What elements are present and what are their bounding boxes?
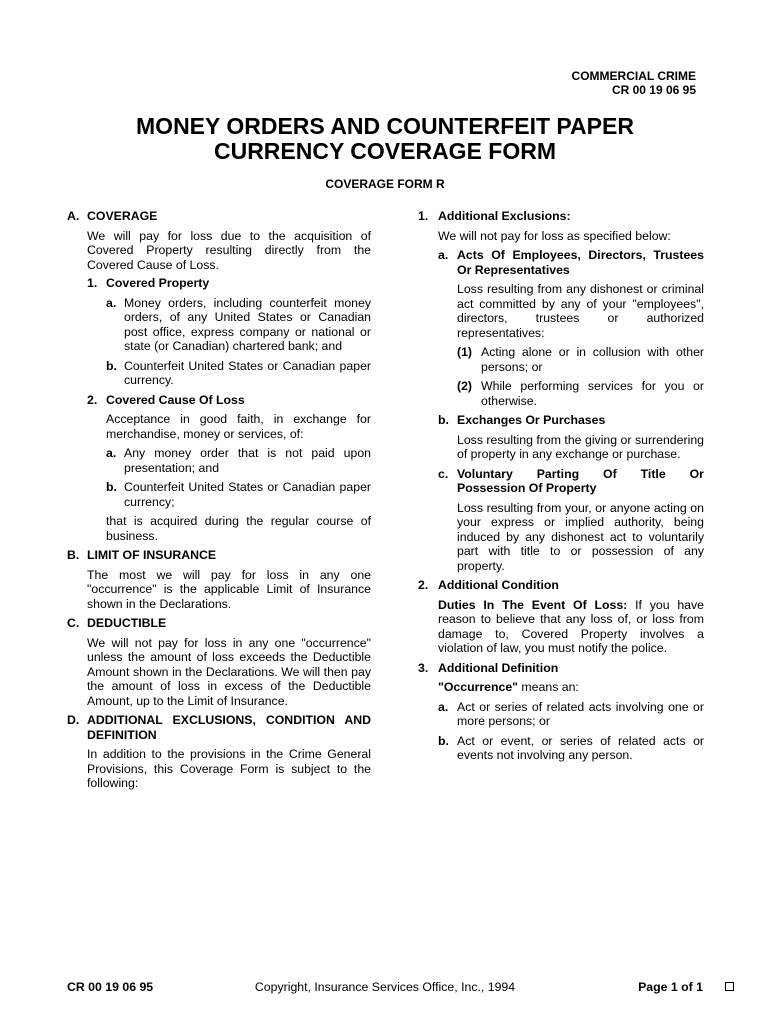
exclusion-b-text: Loss resulting from the giving or surrendering of property in any exchange or purchase. [457, 432, 704, 461]
item-title: Covered Property [106, 276, 210, 290]
section-label: C. [67, 616, 80, 630]
section-a-heading [67, 209, 371, 224]
right-column [418, 209, 704, 763]
item-label: b. [106, 480, 117, 494]
title-line-1: MONEY ORDERS AND COUNTERFEIT PAPER [136, 113, 634, 139]
item-2-tail: that is acquired during the regular course of business. [106, 514, 371, 543]
item-text: While performing services for you or otherwise. [481, 379, 704, 408]
item-text: Money orders, including counterfeit money orders, of any United States or Canadian post office, express company or national or state (or Canadian) chartered bank; and [124, 295, 371, 353]
item-2b [106, 480, 371, 509]
exclusions-intro: We will not pay for loss as specified below: [438, 228, 671, 243]
item-label: a. [438, 248, 449, 262]
page-title [0, 114, 770, 164]
section-d-text: In addition to the provisions in the Crime General Provisions, this Coverage Form is subject to the following: [87, 747, 371, 790]
section-title: ADDITIONAL EXCLUSIONS, CONDITION AND DEFINITION [87, 713, 371, 742]
exclusion-c-heading [438, 467, 704, 496]
definition-text [438, 680, 704, 695]
footer-form-number: CR 00 19 06 95 [67, 980, 154, 994]
item-text: Any money order that is not paid upon presentation; and [124, 446, 371, 475]
title-word: Of [603, 466, 617, 481]
section-c-text: We will not pay for loss in any one "occurrence" unless the amount of loss exceeds the Deductible Amount shown in the Declarations. We will then pay the amount of loss in excess of the Deductible Amount, up to the Limit of Insurance. [87, 635, 371, 708]
item-text: Counterfeit United States or Canadian paper currency; [124, 480, 371, 509]
item-label: c. [438, 466, 449, 481]
item-label: 3. [418, 660, 429, 675]
section-c-heading [67, 616, 371, 631]
definition-term: "Occurrence" [438, 680, 519, 694]
item-label: b. [438, 413, 449, 427]
item-text: Counterfeit United States or Canadian paper currency. [124, 358, 371, 387]
section-a-text: We will pay for loss due to the acquisition of Covered Property resulting directly from the Covered Cause of Loss. [87, 228, 371, 272]
left-column [67, 209, 371, 791]
title-word: Voluntary [457, 466, 513, 481]
item-title: Acts Of Employees, Directors, Trustees Or Representatives [457, 248, 704, 277]
item-text: Act or series of related acts involving one or more persons; or [457, 699, 704, 728]
definition-heading [418, 661, 704, 676]
item-label: (2) [457, 379, 473, 393]
title-word: Or [689, 466, 704, 481]
title-word: Parting [536, 466, 580, 481]
definition-a [438, 700, 704, 729]
item-1-heading [87, 276, 371, 291]
footer-page-number: Page 1 of 1 [638, 980, 703, 994]
item-label: 1. [87, 276, 98, 290]
item-2a [106, 446, 371, 475]
item-title: Exchanges Or Purchases [457, 413, 606, 427]
item-label: b. [106, 358, 117, 373]
item-1a [106, 296, 371, 354]
form-header [572, 69, 696, 97]
definition-b [438, 734, 704, 763]
condition-heading [418, 578, 704, 593]
title-word: Title [640, 466, 666, 481]
item-text: Act or event, or series of related acts or events not involving any person. [457, 733, 704, 762]
item-2-text: Acceptance in good faith, in exchange for merchandise, money or services, of: [106, 412, 371, 441]
section-b-heading [67, 548, 371, 563]
title-line-2: CURRENCY COVERAGE FORM [213, 138, 557, 164]
condition-lead: Duties In The Event Of Loss: [438, 597, 628, 612]
item-1b [106, 359, 371, 388]
item-title: Covered Cause Of Loss [106, 392, 245, 407]
page-subtitle: COVERAGE FORM R [325, 177, 445, 191]
item-title: Additional Definition [438, 660, 559, 675]
item-title: Additional Condition [438, 578, 559, 592]
exclusion-c-text: Loss resulting from your, or anyone acting on your express or implied authority, being induced by any dishonest act to voluntarily part with title to or possession of any property. [457, 500, 704, 573]
item-text: Acting alone or in collusion with other persons; or [481, 345, 704, 374]
header-form-number: CR 00 19 06 95 [611, 83, 696, 97]
exclusion-a-2 [457, 379, 704, 408]
header-line-1: COMMERCIAL CRIME [571, 69, 696, 83]
section-title: LIMIT OF INSURANCE [87, 548, 217, 562]
section-d-heading [67, 713, 371, 742]
condition-text [438, 598, 704, 656]
item-2-heading [87, 393, 371, 408]
exclusion-a-1 [457, 345, 704, 374]
item-title: Additional Exclusions: [438, 209, 571, 223]
item-label: 2. [418, 578, 429, 592]
item-label: a. [106, 295, 117, 310]
item-label: a. [438, 699, 449, 714]
item-label: (1) [457, 345, 473, 359]
section-label: A. [67, 209, 80, 223]
checkbox-square-icon [725, 982, 734, 991]
exclusions-heading [418, 209, 704, 224]
section-label: D. [67, 713, 80, 727]
definition-body: means an: [518, 680, 579, 694]
footer-copyright: Copyright, Insurance Services Office, Inc., 1994 [254, 980, 516, 994]
item-label: 2. [87, 392, 98, 407]
exclusion-a-heading [438, 248, 704, 277]
exclusion-a-text: Loss resulting from any dishonest or criminal act committed by any of your "employees", directors, trustees or authorized representatives: [457, 282, 704, 340]
section-title: DEDUCTIBLE [87, 616, 167, 630]
item-title-line-1 [457, 467, 704, 482]
item-title-line-2: Possession Of Property [457, 481, 597, 495]
section-b-text: The most we will pay for loss in any one "occurrence" is the applicable Limit of Insurance shown in the Declarations. [87, 567, 371, 611]
section-label: B. [67, 548, 80, 562]
exclusion-b-heading [438, 413, 704, 428]
item-label: a. [106, 446, 117, 460]
item-label: 1. [418, 209, 429, 223]
item-title [457, 467, 704, 496]
condition-body: If you have reason to believe that any loss of, or loss from damage to, Covered Property involves a violation of law, you must notify the police. [438, 597, 704, 655]
item-label: b. [438, 733, 449, 748]
section-title: COVERAGE [87, 209, 158, 223]
